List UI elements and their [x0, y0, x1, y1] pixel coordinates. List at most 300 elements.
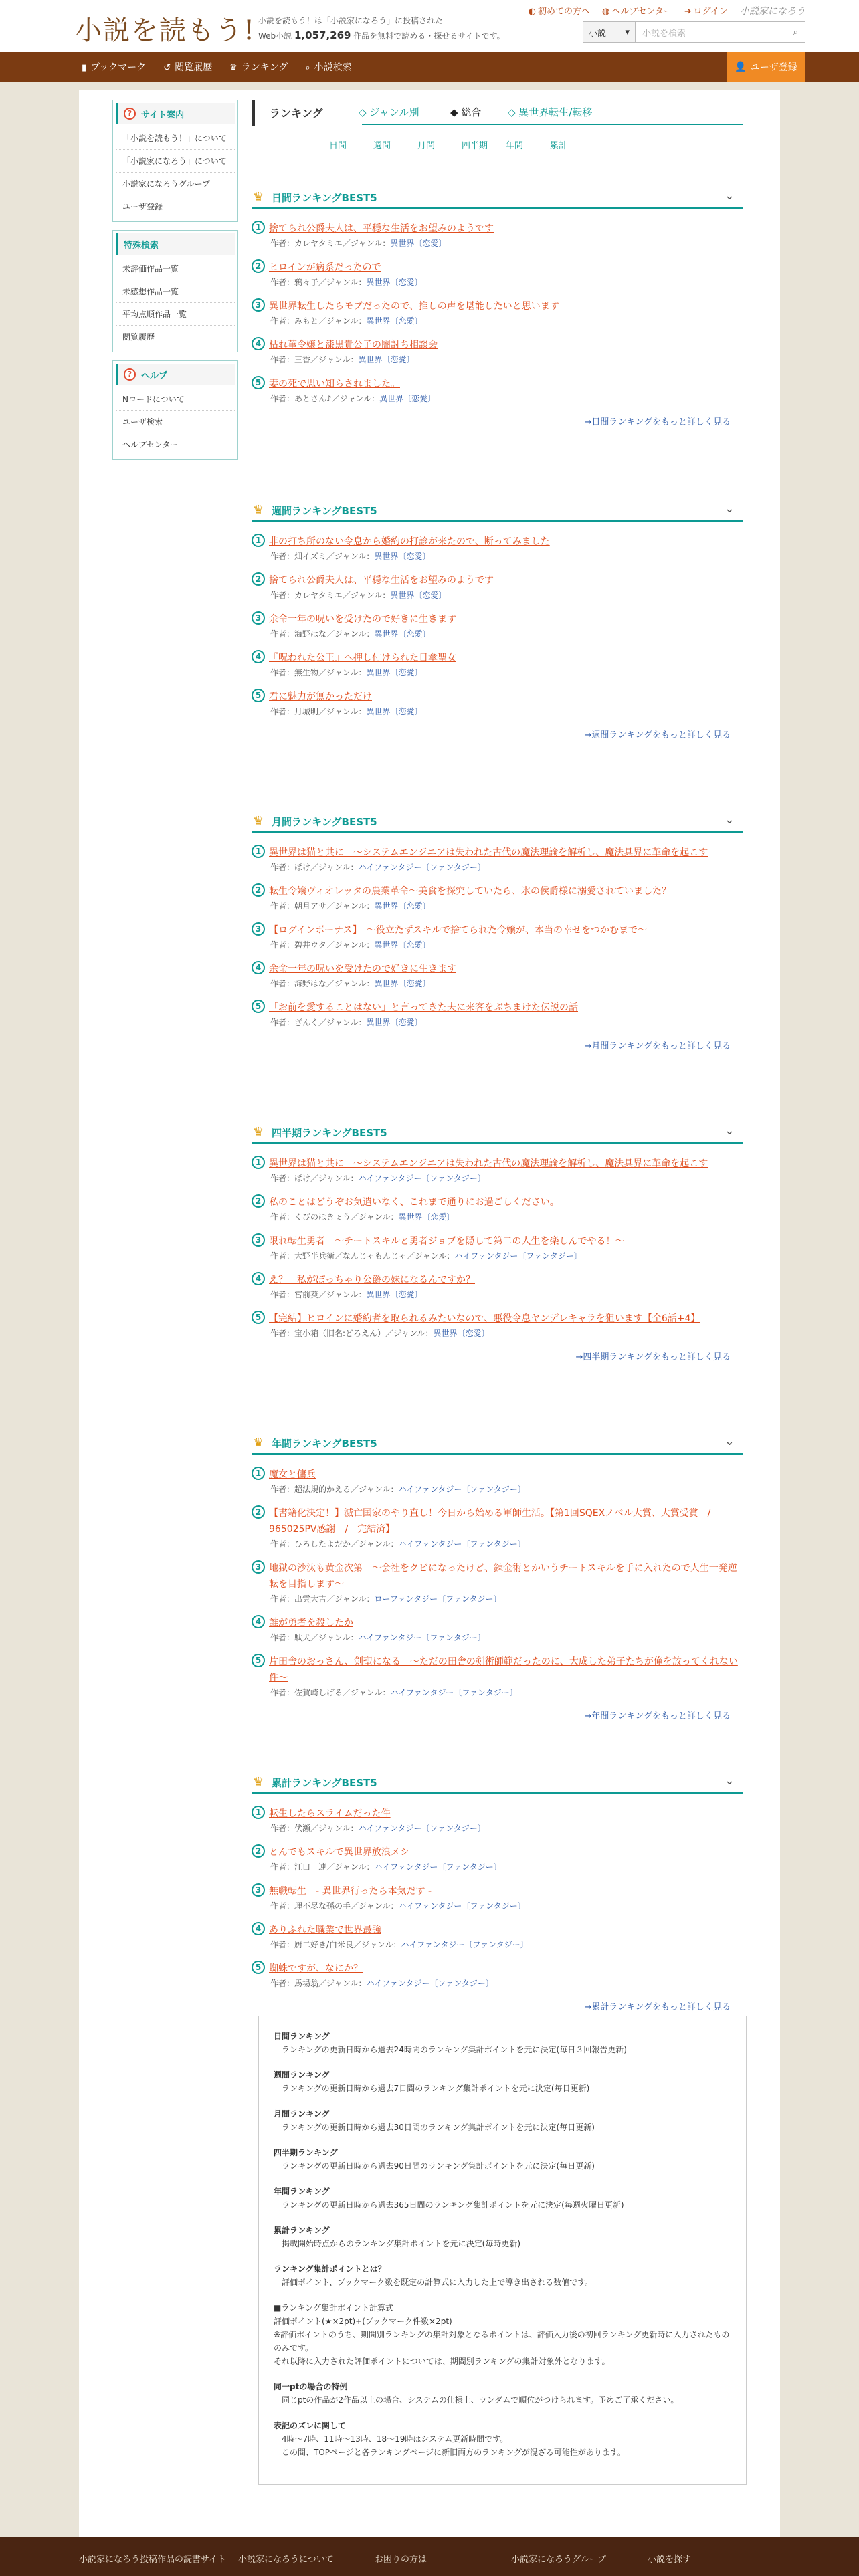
- beginner-link[interactable]: ◐ 初めての方へ: [528, 7, 591, 17]
- sidebar-item[interactable]: Nコードについて: [116, 388, 235, 411]
- ranking-item: [252, 611, 743, 641]
- novel-meta: 作者：理不尽な孫の手／ジャンル：ハイファンタジー〔ファンタジー〕: [270, 1901, 526, 1911]
- sidebar-item[interactable]: ユーザ検索: [116, 411, 235, 433]
- author-name[interactable]: 佐賀崎しげる: [294, 1688, 343, 1697]
- ranking-item: [252, 845, 743, 874]
- ranking-item: [252, 1922, 743, 1951]
- tab-isekai[interactable]: ◇ 異世界転生/転移: [508, 106, 593, 118]
- author-name[interactable]: 超法規的かえる: [294, 1485, 351, 1494]
- notes-item-desc: 掲載開始時点からのランキング集計ポイントを元に決定(毎時更新): [282, 2239, 521, 2248]
- search-bar: [583, 21, 805, 43]
- notes-lag-desc: 4時〜7時、11時〜13時、18〜19時はシステム更新時間です。 この間、TOPページと各ランキングページに新旧両方のランキングが混ざる可能性があります。: [282, 2434, 626, 2457]
- novel-title-link[interactable]: 片田舎のおっさん、剣聖になる ～ただの田舎の剣術師範だったのに、大成した弟子たちが俺を放ってくれない件～: [269, 1656, 738, 1683]
- author-name[interactable]: カレヤタミエ: [294, 239, 343, 248]
- novel-meta: 作者：ぱけ／ジャンル：ハイファンタジー〔ファンタジー〕: [270, 863, 486, 872]
- rank-badge: 3: [252, 1233, 265, 1247]
- novel-meta: 作者：朝月アサ／ジャンル：異世界〔恋愛〕: [270, 901, 431, 911]
- genre-link[interactable]: ハイファンタジー〔ファンタジー〕: [398, 1485, 526, 1494]
- section-header[interactable]: [252, 1119, 743, 1144]
- user-register-button[interactable]: 👤 ユーザ登録: [727, 52, 805, 82]
- author-name[interactable]: 理不尽な孫の手: [294, 1901, 351, 1911]
- site-footer: [0, 2537, 859, 2576]
- novel-meta: 作者：超法規的かえる／ジャンル：ハイファンタジー〔ファンタジー〕: [270, 1485, 526, 1494]
- genre-link[interactable]: 異世界〔恋愛〕: [390, 591, 447, 600]
- novel-title-link[interactable]: 【書籍化決定！】滅亡国家のやり直し！今日から始める軍師生活。【第1回SQEXノベル大賞、大賞受賞 / 965025PV感謝 / 完結済】: [269, 1508, 721, 1535]
- user-icon: 👤: [735, 62, 747, 72]
- sidebar: [112, 100, 238, 468]
- chevron-down-icon[interactable]: ⌄: [724, 502, 735, 516]
- genre-link[interactable]: ハイファンタジー〔ファンタジー〕: [358, 1824, 486, 1833]
- ranking-heading: ランキング: [270, 107, 323, 120]
- search-icon[interactable]: ⌕: [793, 27, 798, 37]
- period-tab-total[interactable]: 累計: [550, 141, 568, 151]
- novel-title-link[interactable]: ヒロインが病系だったので: [269, 262, 381, 273]
- rank-badge: 5: [252, 376, 265, 389]
- nav-bookmark[interactable]: ▮ ブックマーク: [82, 62, 147, 73]
- genre-link[interactable]: 異世界〔恋愛〕: [374, 629, 431, 639]
- rank-badge: 2: [252, 259, 265, 273]
- tab-genre[interactable]: ◇ ジャンル別: [359, 106, 419, 118]
- novel-meta: 作者：月城明／ジャンル：異世界〔恋愛〕: [270, 707, 423, 716]
- crown-icon: ♛: [253, 1775, 264, 1789]
- genre-link[interactable]: 異世界〔恋愛〕: [374, 552, 431, 561]
- crown-icon: ♛: [253, 814, 264, 828]
- author-name[interactable]: 出雲大吉: [294, 1594, 327, 1604]
- novel-title-link[interactable]: 余命一年の呪いを受けたので好きに生きます: [269, 614, 456, 625]
- novel-title-link[interactable]: 余命一年の呪いを受けたので好きに生きます: [269, 964, 456, 974]
- sidebar-item[interactable]: ユーザ登録: [122, 202, 163, 211]
- genre-link[interactable]: 異世界〔恋愛〕: [358, 355, 415, 364]
- author-name[interactable]: あとさん♪: [294, 394, 332, 403]
- ranking-section: [252, 1769, 743, 2012]
- more-ranking-link[interactable]: →年間ランキングをもっと詳しく見る: [584, 1711, 731, 1721]
- notes-item-title: 月間ランキング: [274, 2109, 330, 2119]
- chevron-down-icon[interactable]: ⌄: [724, 1774, 735, 1788]
- rank-badge: 1: [252, 1156, 265, 1169]
- ranking-item: [252, 1311, 743, 1340]
- genre-link[interactable]: 異世界〔恋愛〕: [366, 278, 423, 287]
- genre-link[interactable]: ハイファンタジー〔ファンタジー〕: [398, 1539, 526, 1549]
- ranking-item: [252, 689, 743, 718]
- novel-meta: 作者：佐賀崎しげる／ジャンル：ハイファンタジー〔ファンタジー〕: [270, 1688, 518, 1697]
- login-link[interactable]: ➜ ログイン: [684, 7, 728, 17]
- rank-badge: 4: [252, 337, 265, 350]
- novel-meta: 作者：馬場翁／ジャンル：ハイファンタジー〔ファンタジー〕: [270, 1979, 494, 1988]
- sidebar-item[interactable]: 「小説を読もう！」について: [116, 127, 235, 150]
- novel-title-link[interactable]: 非の打ち所のない令息から婚約の打診が来たので、断ってみました: [269, 536, 550, 547]
- nav-ranking[interactable]: ♛ ランキング: [229, 62, 288, 73]
- section-header[interactable]: [252, 498, 743, 522]
- author-name[interactable]: ぱけ: [294, 863, 311, 872]
- author-name[interactable]: 海野はな: [294, 979, 327, 988]
- notes-same-title: 同一ptの場合の特例: [274, 2382, 348, 2391]
- beginner-icon: ◐: [528, 7, 537, 17]
- genre-link[interactable]: ハイファンタジー〔ファンタジー〕: [366, 1979, 494, 1988]
- genre-link[interactable]: 異世界〔恋愛〕: [366, 316, 423, 326]
- sidebar-special-search: 特殊検索 未評価作品一覧 未感想作品一覧 平均点順作品一覧 閲覧履歴: [112, 230, 238, 352]
- search-icon: ⌕: [305, 63, 310, 73]
- ranking-item: [252, 298, 743, 328]
- novel-title-link[interactable]: 「お前を愛することはない」と言ってきた夫に来客をぶちまけた伝説の話: [269, 1002, 578, 1013]
- rank-badge: 4: [252, 650, 265, 663]
- ranking-section: [252, 498, 743, 740]
- notes-item-title: 四半期ランキング: [274, 2148, 338, 2157]
- ranking-item: [252, 1233, 743, 1263]
- author-name[interactable]: 無生物: [294, 668, 319, 677]
- novel-meta: 作者：宝小箱（旧名:どろえん）／ジャンル：異世界〔恋愛〕: [270, 1329, 490, 1338]
- rank-badge: 1: [252, 534, 265, 547]
- ranking-section: [252, 1119, 743, 1362]
- rank-badge: 4: [252, 1615, 265, 1628]
- rank-badge: 5: [252, 1654, 265, 1667]
- section-title: 月間ランキングBEST5: [272, 816, 377, 828]
- genre-link[interactable]: ハイファンタジー〔ファンタジー〕: [358, 1174, 486, 1183]
- author-name[interactable]: 鴉々子: [294, 278, 319, 287]
- tagline-line1: 小説を読もう！は「小説家になろう」に投稿された: [258, 16, 444, 25]
- ranking-item: [252, 572, 743, 602]
- rank-badge: 5: [252, 689, 265, 702]
- novel-title-link[interactable]: 捨てられ公爵夫人は、平穏な生活をお望みのようです: [269, 575, 494, 586]
- notes-item-desc: ランキングの更新日時から過去24時間のランキング集計ポイントを元に決定(毎日３回報告更新): [282, 2045, 627, 2054]
- novel-meta: 作者：宮前葵／ジャンル：異世界〔恋愛〕: [270, 1290, 423, 1299]
- rank-badge: 2: [252, 1844, 265, 1858]
- novel-meta: 作者：カレヤタミエ／ジャンル：異世界〔恋愛〕: [270, 239, 447, 248]
- crown-icon: ♛: [253, 190, 264, 204]
- rank-badge: 4: [252, 961, 265, 974]
- novel-title-link[interactable]: 枯れ菫令嬢と漆黒貴公子の闇討ち相談会: [269, 340, 438, 350]
- genre-link[interactable]: ハイファンタジー〔ファンタジー〕: [401, 1940, 529, 1949]
- ranking-section: [252, 185, 743, 427]
- author-name[interactable]: 駄犬: [294, 1633, 311, 1642]
- novel-title-link[interactable]: 蜘蛛ですが、なにか？: [269, 1963, 363, 1974]
- author-name[interactable]: 江口 連: [294, 1862, 327, 1872]
- ranking-item: [252, 650, 743, 679]
- ranking-item: [252, 1000, 743, 1029]
- novel-title-link[interactable]: 異世界は猫と共に ～システムエンジニアは失われた古代の魔法理論を解析し、魔法具界に革命を起こす: [269, 847, 708, 858]
- genre-link[interactable]: ハイファンタジー〔ファンタジー〕: [454, 1251, 582, 1261]
- ranking-item: [252, 1194, 743, 1224]
- ranking-item: [252, 1806, 743, 1835]
- rank-badge: 2: [252, 883, 265, 897]
- genre-link[interactable]: 異世界〔恋愛〕: [433, 1329, 490, 1338]
- genre-link[interactable]: ハイファンタジー〔ファンタジー〕: [358, 863, 486, 872]
- novel-meta: 作者：ぱけ／ジャンル：ハイファンタジー〔ファンタジー〕: [270, 1174, 486, 1183]
- more-ranking-link[interactable]: →月間ランキングをもっと詳しく見る: [584, 1041, 731, 1051]
- rank-badge: 5: [252, 1000, 265, 1013]
- author-name[interactable]: 三香: [294, 355, 311, 364]
- sidebar-item[interactable]: 未感想作品一覧: [116, 280, 235, 303]
- rank-badge: 2: [252, 1194, 265, 1208]
- chevron-down-icon[interactable]: ⌄: [724, 1434, 735, 1448]
- author-name[interactable]: 朝月アサ: [294, 901, 327, 911]
- more-ranking-link[interactable]: →累計ランキングをもっと詳しく見る: [584, 2002, 731, 2012]
- genre-link[interactable]: ローファンタジー〔ファンタジー〕: [374, 1594, 502, 1604]
- novel-title-link[interactable]: 無職転生 - 異世界行ったら本気だす -: [269, 1886, 432, 1897]
- genre-link[interactable]: 異世界〔恋愛〕: [398, 1212, 455, 1222]
- nav-history[interactable]: ↺ 閲覧履歴: [163, 62, 213, 73]
- notes-same-desc: 同じptの作品が2作品以上の場合、システムの仕様上、ランダムで順位がつけられます。予めご了承ください。: [282, 2395, 679, 2405]
- tab-overall[interactable]: ◆ 総合: [450, 106, 482, 118]
- ranking-item: [252, 961, 743, 990]
- novel-title-link[interactable]: 『呪われた公王』へ押し付けられた日傘聖女: [269, 653, 456, 663]
- ranking-item: [252, 1615, 743, 1644]
- author-name[interactable]: ぱけ: [294, 1174, 311, 1183]
- novel-meta: 作者：無生物／ジャンル：異世界〔恋愛〕: [270, 668, 423, 677]
- author-name[interactable]: 海野はな: [294, 629, 327, 639]
- author-name[interactable]: みもと: [294, 316, 319, 326]
- section-header[interactable]: [252, 1769, 743, 1794]
- genre-link[interactable]: 異世界〔恋愛〕: [366, 707, 423, 716]
- notes-item-desc: ランキングの更新日時から過去7日間のランキング集計ポイントを元に決定(毎日更新): [282, 2084, 590, 2093]
- novel-meta: 作者：駄犬／ジャンル：ハイファンタジー〔ファンタジー〕: [270, 1633, 486, 1642]
- question-icon: ?: [124, 108, 136, 120]
- novel-title-link[interactable]: 私のことはどうぞお気遣いなく、これまで通りにお過ごしください。: [269, 1197, 559, 1208]
- notes-item-title: 週間ランキング: [274, 2070, 330, 2080]
- tagline-line2: Web小説 1,057,269 作品を無料で読める・探せるサイトです。: [258, 29, 505, 41]
- period-tab-yearly[interactable]: 年間: [506, 141, 524, 151]
- novel-meta: 作者：海野はな／ジャンル：異世界〔恋愛〕: [270, 979, 431, 988]
- genre-link[interactable]: ハイファンタジー〔ファンタジー〕: [398, 1901, 526, 1911]
- ranking-section: [252, 1430, 743, 1721]
- novel-meta: 作者：出雲大吉／ジャンル：ローファンタジー〔ファンタジー〕: [270, 1594, 502, 1604]
- footer-link[interactable]: お困りの方は: [375, 2555, 427, 2565]
- novel-meta: 作者：江口 連／ジャンル：ハイファンタジー〔ファンタジー〕: [270, 1862, 502, 1872]
- rank-badge: 2: [252, 572, 265, 586]
- help-icon: ◍: [602, 7, 610, 17]
- novel-meta: 作者：畑イズミ／ジャンル：異世界〔恋愛〕: [270, 552, 431, 561]
- ranking-notes: [258, 2016, 747, 2485]
- rank-badge: 2: [252, 1505, 265, 1519]
- narou-brand-link[interactable]: 小説家になろう: [740, 6, 805, 17]
- novel-title-link[interactable]: 魔女と傭兵: [269, 1469, 316, 1480]
- author-name[interactable]: ひろしたよだか: [294, 1539, 351, 1549]
- author-name[interactable]: ざんく: [294, 1018, 319, 1027]
- novel-title-link[interactable]: 捨てられ公爵夫人は、平穏な生活をお望みのようです: [269, 223, 494, 234]
- ranking-content: [252, 100, 743, 2457]
- rank-badge: 1: [252, 221, 265, 234]
- author-name[interactable]: 碧井ウタ: [294, 940, 326, 950]
- rank-badge: 1: [252, 1806, 265, 1819]
- sidebar-item[interactable]: ヘルプセンター: [122, 440, 179, 449]
- ranking-item: [252, 1505, 743, 1551]
- ranking-item: [252, 221, 743, 250]
- more-ranking-link[interactable]: →週間ランキングをもっと詳しく見る: [584, 730, 731, 740]
- site-logo[interactable]: 小説を読もう!: [75, 15, 256, 46]
- rank-badge: 1: [252, 845, 265, 858]
- notes-item-desc: ランキングの更新日時から過去90日間のランキング集計ポイントを元に決定(毎日更新): [282, 2161, 595, 2171]
- novel-title-link[interactable]: 限れ転生勇者 ～チートスキルと勇者ジョブを隠して第二の人生を楽しんでやる！～: [269, 1236, 625, 1247]
- author-name[interactable]: 馬場翁: [294, 1979, 319, 1988]
- notes-point-desc: 評価ポイント、ブックマーク数を既定の計算式に入力した上で導き出される数値です。: [282, 2278, 593, 2287]
- novel-title-link[interactable]: え？ 私がぽっちゃり公爵の妹になるんですか？: [269, 1275, 475, 1285]
- novel-meta: 作者：厨二好き/白米良／ジャンル：ハイファンタジー〔ファンタジー〕: [270, 1940, 529, 1949]
- section-title: 週間ランキングBEST5: [272, 505, 377, 517]
- period-tab-daily[interactable]: 日間: [329, 141, 347, 151]
- notes-calc: ■ランキング集計ポイント計算式 評価ポイント(★×2pt)+(ブックマーク件数×2pt) ※評価ポイントのうち、期間別ランキングの集計対象となるポイントは、評価入力後の初回ランキング更新時に入力されたもののみです。 それ以降に入力された評価ポイントについては、期間別ランキングの集計対象外となります。: [274, 2303, 730, 2366]
- novel-meta: 作者：ひろしたよだか／ジャンル：ハイファンタジー〔ファンタジー〕: [270, 1539, 526, 1549]
- novel-meta: 作者：碧井ウタ／ジャンル：異世界〔恋愛〕: [270, 940, 431, 950]
- novel-title-link[interactable]: ありふれた職業で世界最強: [269, 1925, 381, 1935]
- rank-badge: 3: [252, 1560, 265, 1574]
- ranking-item: [252, 1560, 743, 1606]
- genre-link[interactable]: ハイファンタジー〔ファンタジー〕: [390, 1688, 518, 1697]
- section-title: 日間ランキングBEST5: [272, 192, 377, 204]
- novel-title-link[interactable]: 異世界は猫と共に ～システムエンジニアは失われた古代の魔法理論を解析し、魔法具界に革命を起こす: [269, 1158, 708, 1169]
- author-name[interactable]: くびのほきょう: [294, 1212, 351, 1222]
- period-tab-weekly[interactable]: 週間: [373, 141, 391, 151]
- period-tabs: [329, 138, 743, 151]
- rank-badge: 3: [252, 298, 265, 312]
- main-panel: [79, 90, 780, 2537]
- crown-icon: ♛: [253, 1436, 264, 1450]
- ranking-item: [252, 259, 743, 289]
- notes-item-title: 累計ランキング: [274, 2226, 330, 2235]
- footer-link[interactable]: 小説家になろうグループ: [511, 2555, 606, 2565]
- ranking-item: [252, 922, 743, 952]
- ranking-tabs: [252, 100, 743, 126]
- search-input[interactable]: 小説を検索 ⌕: [635, 21, 805, 43]
- crown-icon: ♛: [253, 503, 264, 517]
- ranking-item: [252, 337, 743, 366]
- rank-badge: 5: [252, 1961, 265, 1974]
- novel-title-link[interactable]: 転生令嬢ヴィオレッタの農業革命～美食を探究していたら、氷の侯爵様に溺愛されていました？: [269, 886, 672, 897]
- notes-item-title: 年間ランキング: [274, 2187, 330, 2196]
- novel-meta: 作者：伏瀬／ジャンル：ハイファンタジー〔ファンタジー〕: [270, 1824, 486, 1833]
- chevron-down-icon[interactable]: ⌄: [724, 189, 735, 203]
- sidebar-item[interactable]: 「小説家になろう」について: [116, 150, 235, 173]
- genre-link[interactable]: 異世界〔恋愛〕: [374, 940, 431, 950]
- novel-title-link[interactable]: 地獄の沙汰も黄金次第 ～会社をクビになったけど、錬金術とかいうチートスキルを手に入れたので人生一発逆転を目指します～: [269, 1563, 737, 1590]
- sidebar-help: ? ヘルプ Nコードについて ユーザ検索 ヘルプセンター: [112, 360, 238, 460]
- rank-badge: 4: [252, 1922, 265, 1935]
- period-tab-quarterly[interactable]: 四半期: [462, 141, 488, 151]
- top-links: [529, 4, 805, 17]
- novel-title-link[interactable]: 【ログインボーナス】 ～役立たずスキルで捨てられた令嬢が、本当の幸せをつかむまで～: [269, 925, 648, 936]
- ranking-item: [252, 1961, 743, 1990]
- notes-item-title: 日間ランキング: [274, 2032, 330, 2041]
- ranking-item: [252, 1156, 743, 1185]
- site-header: [0, 0, 859, 52]
- ranking-item: [252, 534, 743, 563]
- genre-link[interactable]: 異世界〔恋愛〕: [390, 239, 447, 248]
- notes-item-desc: ランキングの更新日時から過去30日間のランキング集計ポイントを元に決定(毎日更新): [282, 2123, 595, 2132]
- ranking-item: [252, 376, 743, 405]
- sidebar-site-guide: ? サイト案内 「小説を読もう！」について 「小説家になろう」について 小説家になろうグループ ユーザ登録: [112, 100, 238, 222]
- novel-meta: 作者：カレヤタミエ／ジャンル：異世界〔恋愛〕: [270, 591, 447, 600]
- genre-link[interactable]: 異世界〔恋愛〕: [366, 1290, 423, 1299]
- ranking-item: [252, 1272, 743, 1301]
- ranking-section: [252, 809, 743, 1051]
- novel-title-link[interactable]: 妻の死で思い知らされました。: [269, 379, 400, 389]
- novel-meta: 作者：ざんく／ジャンル：異世界〔恋愛〕: [270, 1018, 423, 1027]
- footer-link[interactable]: 小説家になろうについて: [238, 2555, 334, 2565]
- notes-lag-title: 表記のズレに関して: [274, 2421, 347, 2430]
- novel-meta: 作者：海野はな／ジャンル：異世界〔恋愛〕: [270, 629, 431, 639]
- novel-meta: 作者：鴉々子／ジャンル：異世界〔恋愛〕: [270, 278, 423, 287]
- genre-link[interactable]: ハイファンタジー〔ファンタジー〕: [374, 1862, 502, 1872]
- novel-title-link[interactable]: 君に魅力が無かっただけ: [269, 691, 372, 702]
- sidebar-item[interactable]: 平均点順作品一覧: [116, 303, 235, 326]
- rank-badge: 3: [252, 611, 265, 625]
- ranking-item: [252, 1654, 743, 1699]
- novel-title-link[interactable]: 転生したらスライムだった件: [269, 1808, 391, 1819]
- section-title: 年間ランキングBEST5: [272, 1438, 377, 1450]
- chevron-down-icon[interactable]: ⌄: [724, 813, 735, 827]
- author-name[interactable]: 厨二好き/白米良: [294, 1940, 354, 1949]
- rank-badge: 3: [252, 922, 265, 936]
- period-tab-monthly[interactable]: 月間: [417, 141, 436, 151]
- question-icon: ?: [124, 368, 136, 381]
- novel-title-link[interactable]: とんでもスキルで異世界放浪メシ: [269, 1847, 409, 1858]
- sidebar-item[interactable]: 閲覧履歴: [122, 332, 155, 342]
- more-ranking-link[interactable]: →日間ランキングをもっと詳しく見る: [584, 417, 731, 427]
- login-icon: ➜: [684, 7, 692, 17]
- author-name[interactable]: 月城明: [294, 707, 319, 716]
- author-name[interactable]: 宝小箱（旧名:どろえん）: [294, 1329, 386, 1338]
- history-icon: ↺: [163, 63, 171, 73]
- section-title: 四半期ランキングBEST5: [272, 1127, 387, 1139]
- help-center-link[interactable]: ◍ ヘルプセンター: [602, 7, 672, 17]
- notes-item-desc: ランキングの更新日時から過去365日間のランキング集計ポイントを元に決定(毎週火曜日更新): [282, 2200, 624, 2210]
- nav-search[interactable]: ⌕ 小説検索: [305, 62, 352, 73]
- chevron-down-icon[interactable]: ⌄: [724, 1123, 735, 1138]
- genre-link[interactable]: 異世界〔恋愛〕: [374, 979, 431, 988]
- notes-point-title: ランキング集計ポイントとは？: [274, 2264, 386, 2274]
- sidebar-item[interactable]: 未評価作品一覧: [116, 257, 235, 280]
- novel-title-link[interactable]: 異世界転生したらモブだったので、推しの声を堪能したいと思います: [269, 301, 559, 312]
- novel-meta: 作者：みもと／ジャンル：異世界〔恋愛〕: [270, 316, 423, 326]
- rank-badge: 3: [252, 1883, 265, 1897]
- ranking-item: [252, 1844, 743, 1874]
- novel-title-link[interactable]: 【完結】ヒロインに婚約者を取られるみたいなので、悪役令息ヤンデレキャラを狙います【全6話+4】: [269, 1313, 700, 1324]
- novel-count: 1,057,269: [294, 29, 351, 41]
- rank-badge: 5: [252, 1311, 265, 1324]
- genre-link[interactable]: 異世界〔恋愛〕: [366, 668, 423, 677]
- novel-meta: 作者：大野半兵衛／なんじゃもんじゃ／ジャンル：ハイファンタジー〔ファンタジー〕: [270, 1251, 582, 1261]
- section-header[interactable]: [252, 1430, 743, 1455]
- author-name[interactable]: カレヤタミエ: [294, 591, 343, 600]
- footer-link[interactable]: 小説を探す: [648, 2555, 692, 2565]
- rank-badge: 4: [252, 1272, 265, 1285]
- site-tagline: [258, 13, 505, 43]
- author-name[interactable]: 伏瀬: [294, 1824, 311, 1833]
- novel-meta: 作者：あとさん♪／ジャンル：異世界〔恋愛〕: [270, 394, 436, 403]
- section-header[interactable]: [252, 809, 743, 833]
- more-ranking-link[interactable]: →四半期ランキングをもっと詳しく見る: [575, 1352, 731, 1362]
- author-name[interactable]: 大野半兵衛／なんじゃもんじゃ: [294, 1251, 407, 1261]
- chevron-down-icon: ▾: [625, 27, 630, 37]
- crown-icon: ♛: [229, 63, 237, 73]
- search-type-select[interactable]: 小説 ▾: [583, 21, 635, 43]
- novel-meta: 作者：三香／ジャンル：異世界〔恋愛〕: [270, 355, 415, 364]
- main-navbar: [0, 52, 859, 82]
- sidebar-item[interactable]: 小説家になろうグループ: [116, 173, 235, 195]
- genre-link[interactable]: 異世界〔恋愛〕: [366, 1018, 423, 1027]
- genre-link[interactable]: ハイファンタジー〔ファンタジー〕: [358, 1633, 486, 1642]
- novel-title-link[interactable]: 誰が勇者を殺したか: [269, 1618, 353, 1628]
- bookmark-icon: ▮: [82, 63, 87, 73]
- genre-link[interactable]: 異世界〔恋愛〕: [379, 394, 436, 403]
- ranking-item: [252, 883, 743, 913]
- crown-icon: ♛: [253, 1125, 264, 1139]
- section-header[interactable]: [252, 185, 743, 209]
- author-name[interactable]: 宮前葵: [294, 1290, 319, 1299]
- rank-badge: 1: [252, 1467, 265, 1480]
- genre-link[interactable]: 異世界〔恋愛〕: [374, 901, 431, 911]
- ranking-item: [252, 1883, 743, 1913]
- footer-tagline: 小説家になろう投稿作品の読書サイト: [79, 2555, 227, 2565]
- author-name[interactable]: 畑イズミ: [294, 552, 326, 561]
